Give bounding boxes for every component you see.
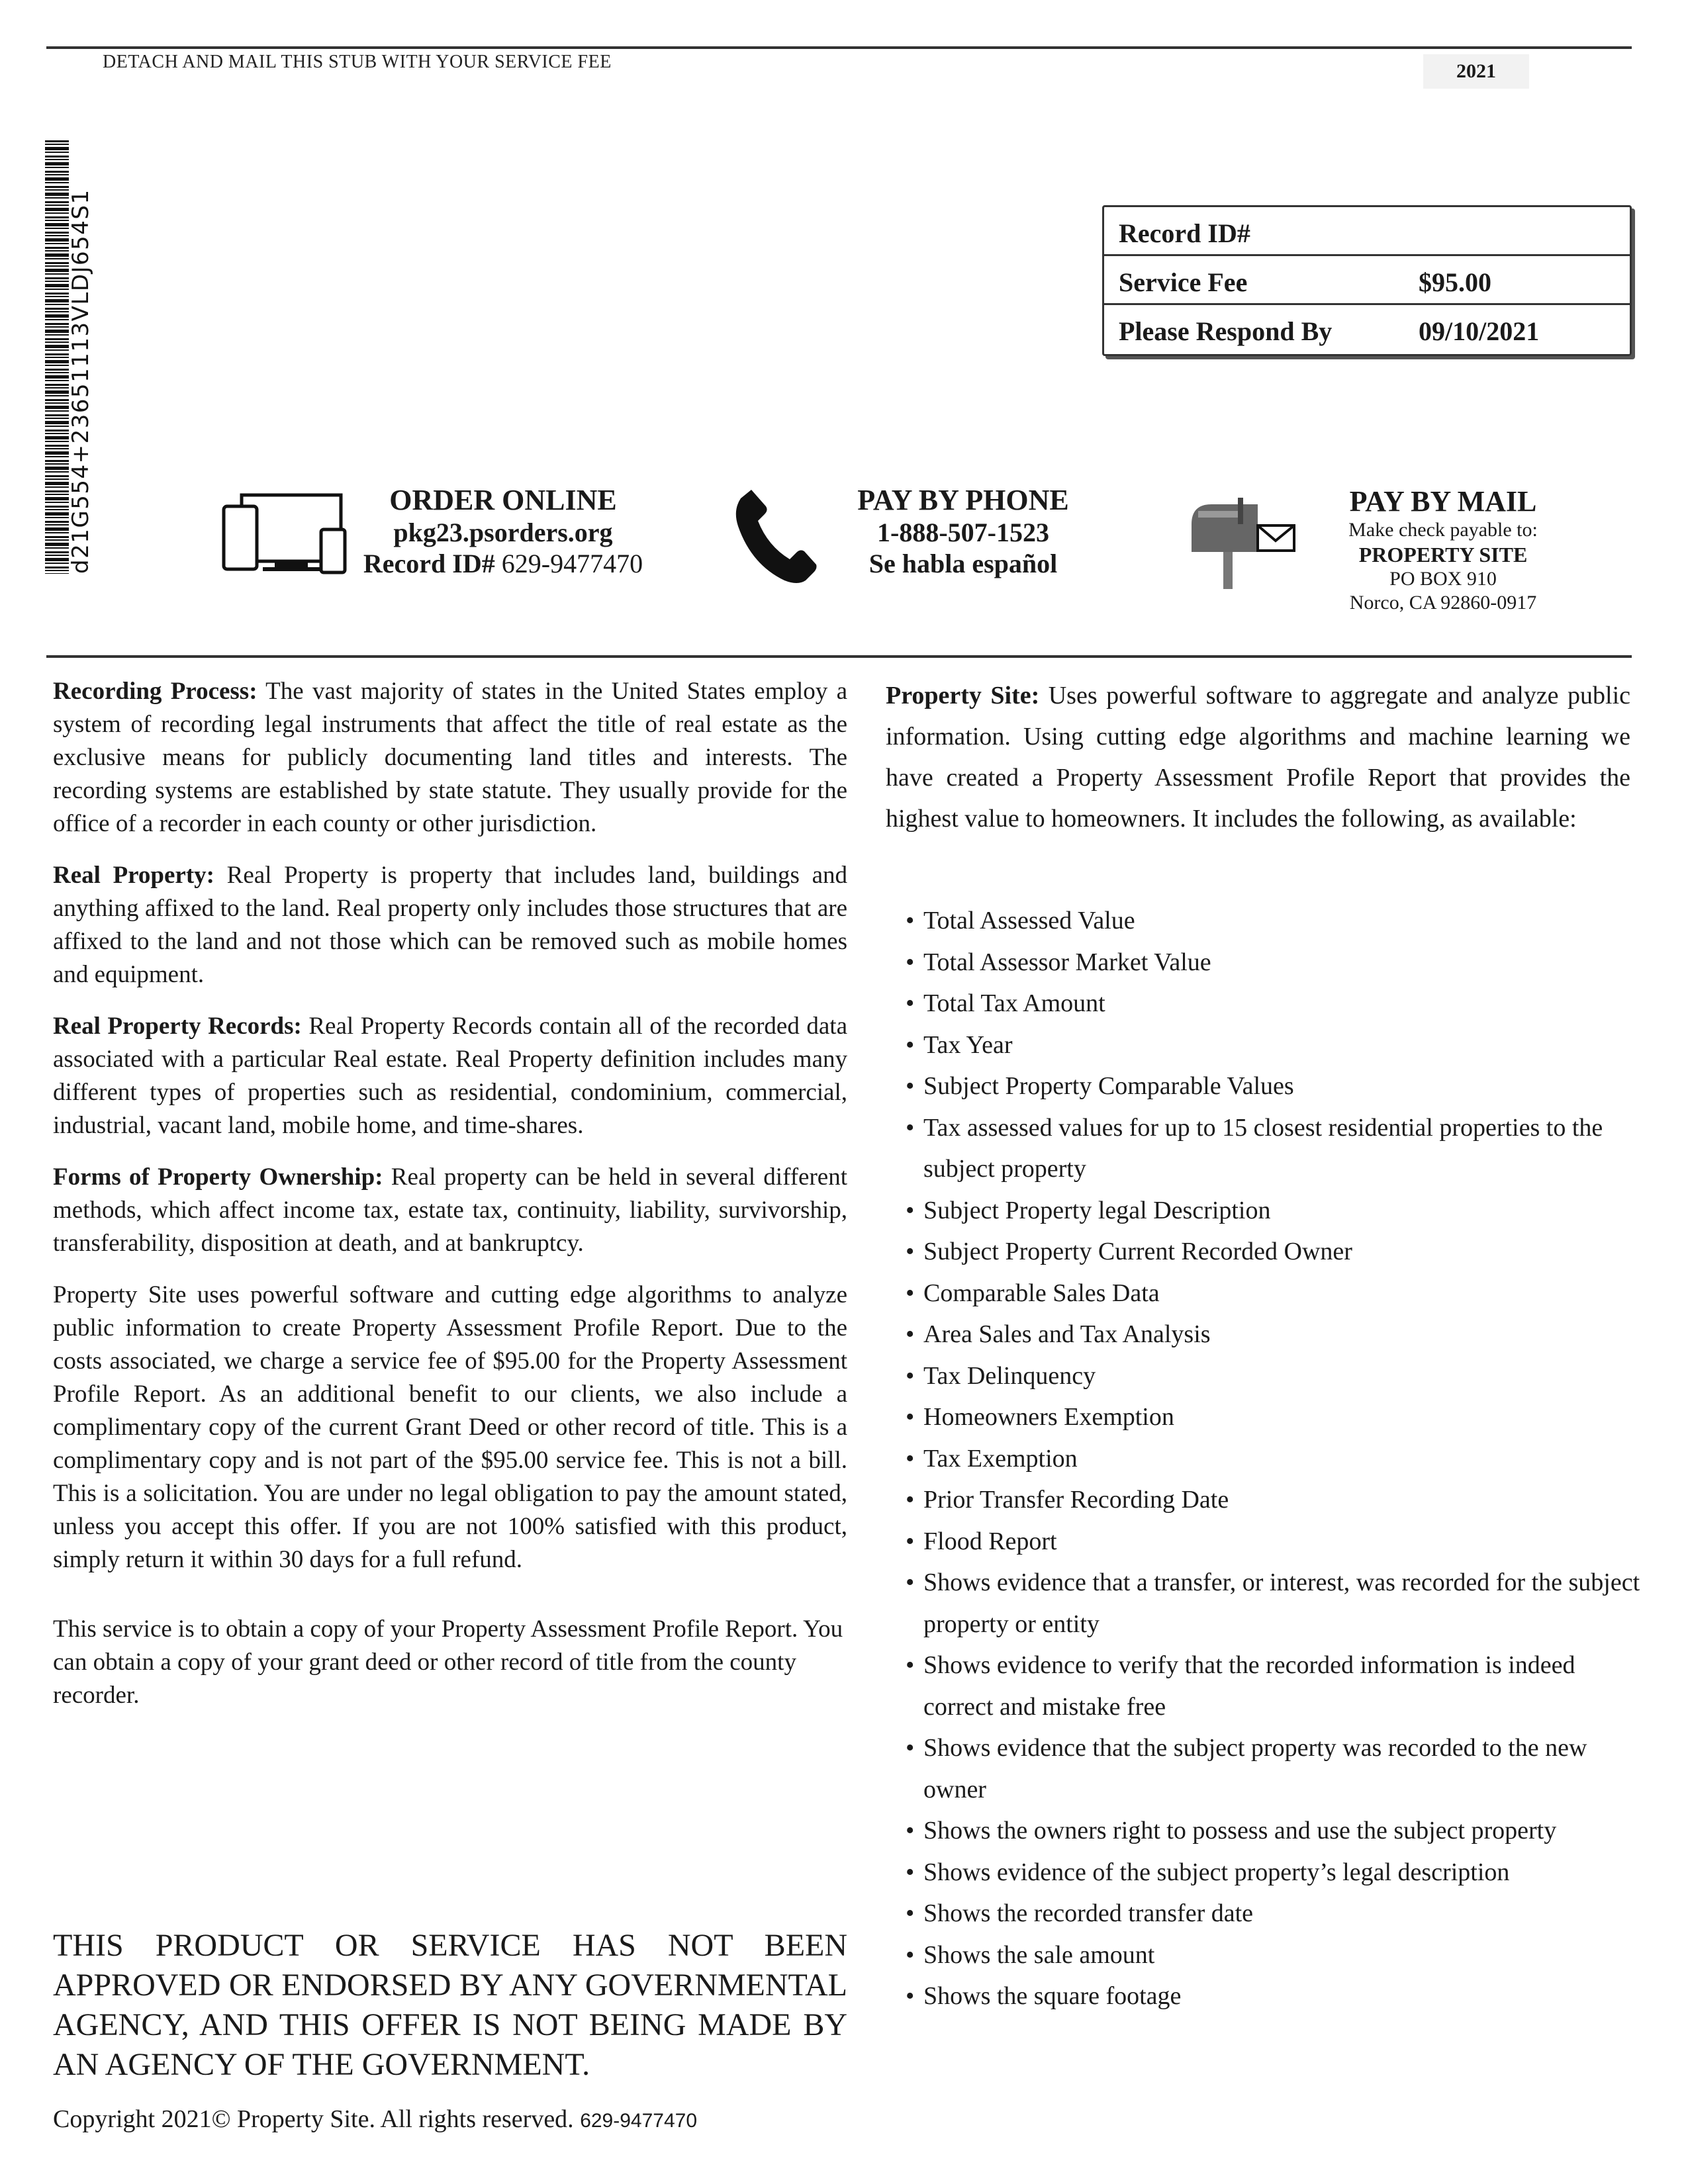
list-item: • Flood Report [906,1521,1640,1563]
order-online-section [344,483,662,579]
records-title: Real Property Records: [53,1013,302,1040]
top-rule [46,46,1632,49]
list-item: • Tax Exemption [906,1438,1640,1480]
list-item: • Shows the owners right to possess and use the subject property [906,1810,1640,1852]
barcode-text: d21G554+23651113VLDJ654S1 [68,189,94,574]
service-fee-label: Service Fee [1119,267,1248,297]
copyright-line [53,2105,697,2134]
payee-name: PROPERTY SITE [1358,543,1528,567]
payable-to-label: Make check payable to: [1348,519,1538,541]
barcode-bars [45,140,69,574]
list-item: • Tax Delinquency [906,1355,1640,1397]
list-item: • Tax assessed values for up to 15 closest residential properties to the subject property [906,1107,1640,1190]
records-paragraph [53,1010,847,1142]
list-item: • Subject Property legal Description [906,1190,1640,1232]
right-column [886,675,1630,839]
reference-number: 629-9477470 [580,2110,698,2132]
devices-icon [222,493,348,576]
list-item: • Homeowners Exemption [906,1396,1640,1438]
list-item: • Shows the recorded transfer date [906,1893,1640,1934]
list-item: • Shows the square footage [906,1976,1640,2017]
recording-process-title: Recording Process: [53,678,258,705]
mailbox-icon [1185,491,1304,590]
record-box [1102,205,1632,356]
pay-by-mail-title: PAY BY MAIL [1349,485,1537,518]
list-item: • Total Assessed Value [906,900,1640,942]
property-site-title: Property Site: [886,682,1040,709]
pay-by-mail-section [1311,484,1575,615]
order-online-url[interactable]: pkg23.psorders.org [393,518,613,547]
real-property-paragraph [53,859,847,991]
list-item: • Shows evidence that the subject property was recorded to the new owner [906,1727,1640,1810]
phone-icon [731,486,818,586]
pay-by-phone-section [824,483,1102,579]
list-item: • Shows the sale amount [906,1934,1640,1976]
record-id-row [1104,207,1630,256]
feature-list [906,900,1640,2017]
mail-city: Norco, CA 92860-0917 [1349,592,1537,614]
section-rule [46,655,1632,658]
po-box: PO BOX 910 [1389,568,1497,590]
respond-by-value: 09/10/2021 [1419,316,1540,346]
real-property-title: Real Property: [53,862,214,889]
left-column [53,675,847,1731]
ownership-paragraph [53,1161,847,1260]
list-item: • Subject Property Comparable Values [906,1066,1640,1107]
list-item: • Tax Year [906,1024,1640,1066]
list-item: • Comparable Sales Data [906,1273,1640,1314]
spanish-notice: Se habla español [868,549,1058,578]
order-online-record-label: Record ID# [363,549,495,578]
pay-by-phone-title: PAY BY PHONE [857,484,1069,516]
service-fee-row [1104,256,1630,305]
record-id-label: Record ID# [1119,218,1250,248]
list-item: • Shows evidence to verify that the recorded information is indeed correct and mistake free [906,1645,1640,1727]
list-item: • Shows evidence that a transfer, or interest, was recorded for the subject property or entity [906,1562,1640,1645]
recording-process-paragraph [53,675,847,841]
order-online-record-value: 629-9477470 [494,549,643,578]
order-online-record [344,548,662,579]
copyright-text: Copyright 2021© Property Site. All rights reserved. [53,2105,581,2133]
detach-notice: DETACH AND MAIL THIS STUB WITH YOUR SERVICE FEE [103,52,612,72]
barcode [45,140,93,574]
respond-by-label: Please Respond By [1119,316,1333,346]
phone-number[interactable]: 1-888-507-1523 [877,518,1049,547]
year-badge: 2021 [1423,54,1529,89]
ownership-title: Forms of Property Ownership: [53,1163,383,1191]
government-notice: THIS PRODUCT OR SERVICE HAS NOT BEEN APPROVED OR ENDORSED BY ANY GOVERNMENTAL AGENCY, AND THIS OFFER IS NOT BEING MADE BY AN AGENCY OF THE GOVERNMENT. [53,1928,847,2082]
service-paragraph: Property Site uses powerful software and cutting edge algorithms to analyze public information to create Property Assessment Profile Report. Due to the costs associated, we charge a service fee of $95.00 for the Property Assessment Profile Report. As an additional benefit to our clients, we also include a complimentary copy of the current Grant Deed or other record of title. This is a complimentary copy and is not part of the $95.00 service fee. This is not a bill. This is a solicitation. You are under no legal obligation to pay the amount stated, unless you accept this offer. If you are not 100% satisfied with this product, simply return it within 30 days for a full refund. [53,1281,847,1573]
list-item: • Area Sales and Tax Analysis [906,1314,1640,1355]
obtain-paragraph: This service is to obtain a copy of your Property Assessment Profile Report. You can obtain a copy of your grant deed or other record of title from the county recorder. [53,1615,843,1709]
list-item: • Total Tax Amount [906,983,1640,1024]
list-item: • Shows evidence of the subject property’s legal description [906,1852,1640,1893]
service-fee-value: $95.00 [1419,267,1491,297]
ownership-text: Real property can be held in several different methods, which affect income tax, estate tax, continuity, liability, survivorship, transferability, disposition at death, and at bankruptcy. [53,1163,847,1257]
records-text: Real Property Records contain all of the recorded data associated with a particular Real estate. Real Property definition includes many different types of properties such as residential, condominium, commercial, industrial, vacant land, mobile home, and time-shares. [53,1013,847,1139]
list-item: • Prior Transfer Recording Date [906,1479,1640,1521]
recording-process-text: The vast majority of states in the United States employ a system of recording legal instruments that affect the title of real estate as the exclusive means for publicly documenting land titles and interests. The recording systems are established by state statute. They usually provide for the office of a recorder in each county or other jurisdiction. [53,678,847,837]
property-site-paragraph [886,675,1630,839]
list-item: • Total Assessor Market Value [906,942,1640,983]
real-property-text: Real Property is property that includes land, buildings and anything affixed to the land. Real property only includes those structures that are affixed to the land and not those which can be removed such as mobile homes and equipment. [53,862,847,988]
list-item: • Subject Property Current Recorded Owner [906,1231,1640,1273]
order-online-title: ORDER ONLINE [389,484,617,516]
respond-by-row [1104,305,1630,354]
property-site-text: Uses powerful software to aggregate and analyze public information. Using cutting edge algorithms and machine learning we have created a Property Assessment Profile Report that provides the highest value to homeowners. It includes the following, as available: [886,682,1630,833]
